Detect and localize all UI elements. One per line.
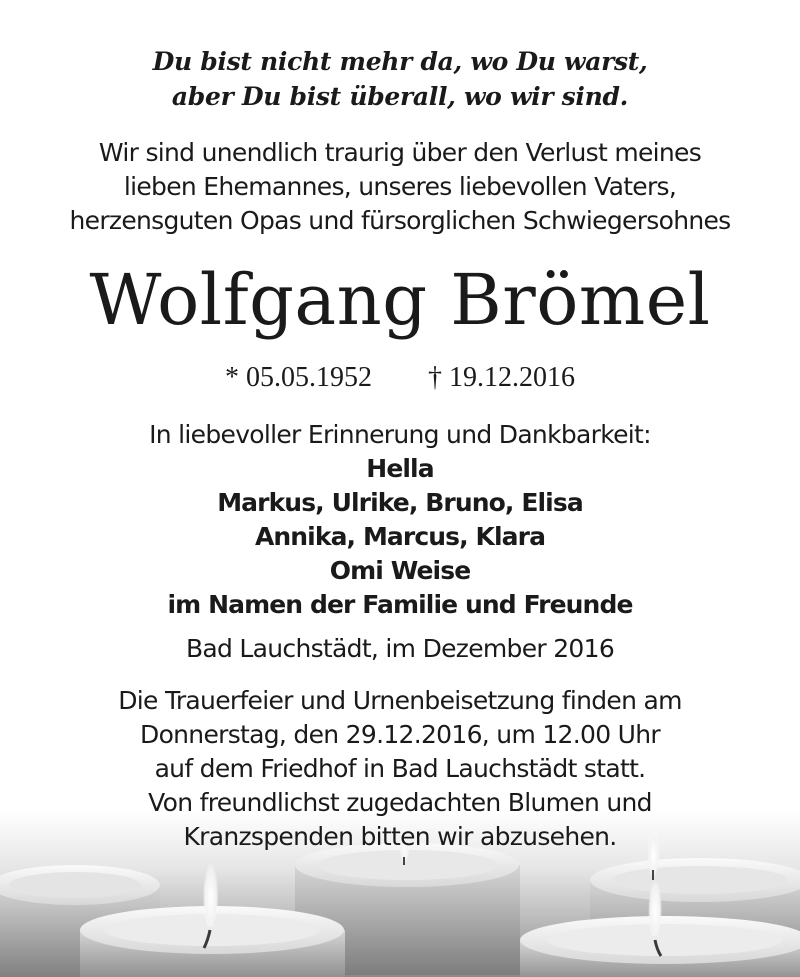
- service-line: Donnerstag, den 29.12.2016, um 12.00 Uhr: [140, 720, 660, 749]
- mourners-names: [0, 452, 800, 622]
- service-line: auf dem Friedhof in Bad Lauchstädt statt.: [154, 754, 646, 783]
- death-date: † 19.12.2016: [428, 362, 575, 393]
- intro-line: lieben Ehemannes, unseres liebevollen Vaters,: [123, 172, 677, 201]
- service-line: Kranzspenden bitten wir abzusehen.: [183, 822, 617, 851]
- motto-line: Du bist nicht mehr da, wo Du warst,: [152, 47, 648, 76]
- deceased-name: Wolfgang Brömel: [89, 259, 711, 341]
- mourner-line: Annika, Marcus, Klara: [254, 522, 546, 551]
- motto-quote: [0, 44, 800, 114]
- service-info: [0, 684, 800, 854]
- service-line: Die Trauerfeier und Urnenbeisetzung finden am: [118, 686, 682, 715]
- intro-line: Wir sind unendlich traurig über den Verlust meines: [98, 138, 702, 167]
- birth-date: * 05.05.1952: [225, 362, 372, 393]
- mourner-line: Hella: [366, 454, 434, 483]
- service-line: Von freundlichst zugedachten Blumen und: [148, 788, 652, 817]
- mourner-line: im Namen der Familie und Freunde: [167, 590, 633, 619]
- intro-line: herzensguten Opas und fürsorglichen Schwiegersohnes: [69, 206, 731, 235]
- mourners-block: [0, 418, 800, 622]
- mourners-heading: In liebevoller Erinnerung und Dankbarkeit:: [149, 420, 651, 449]
- mourner-line: Markus, Ulrike, Bruno, Elisa: [217, 488, 583, 517]
- motto-line: aber Du bist überall, wo wir sind.: [171, 82, 629, 111]
- intro-text: [0, 136, 800, 238]
- life-dates: [0, 360, 800, 396]
- mourner-line: Omi Weise: [329, 556, 471, 585]
- place-date: Bad Lauchstädt, im Dezember 2016: [185, 634, 615, 663]
